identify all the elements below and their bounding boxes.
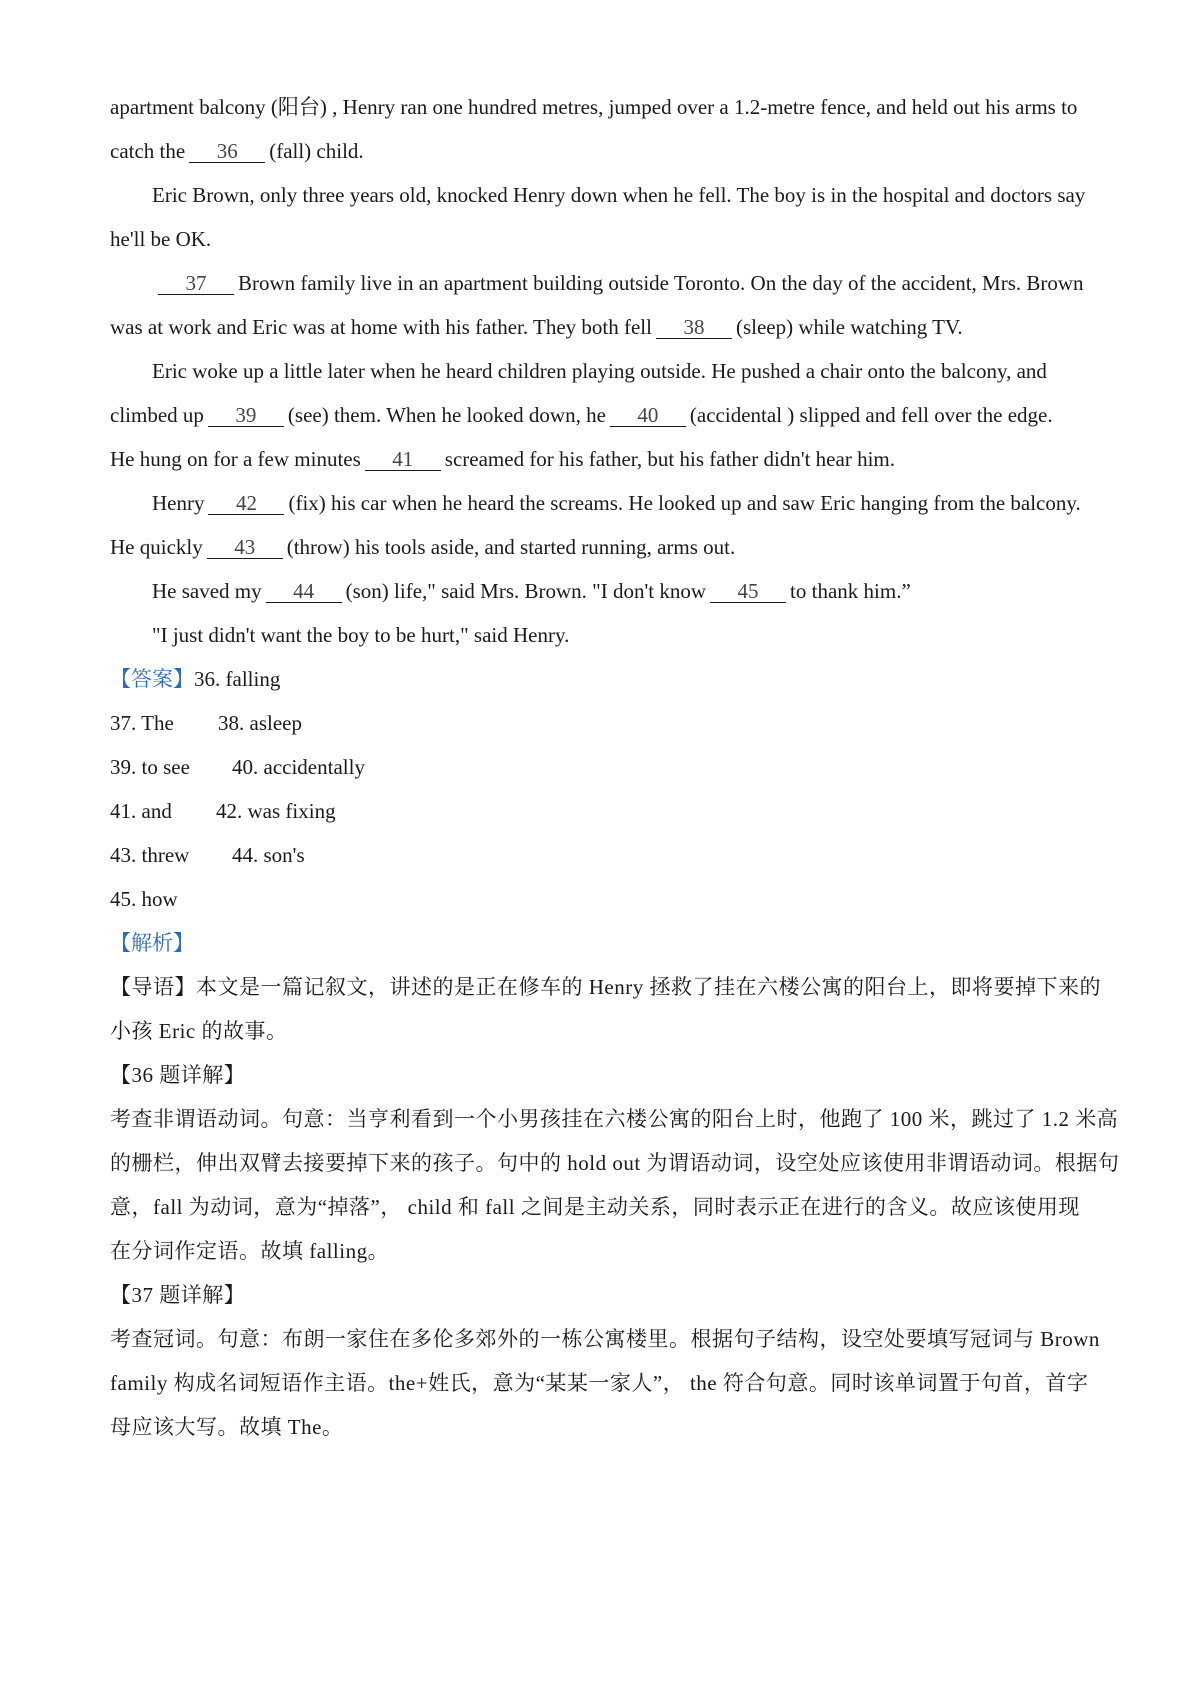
- heading-37: 【37 题详解】: [110, 1283, 246, 1307]
- answer-36: 36. falling: [194, 667, 281, 691]
- passage-text: catch the: [110, 139, 186, 163]
- heading-36: 【36 题详解】: [110, 1063, 246, 1087]
- passage-text: was at work and Eric was at home with his father. They both fell: [110, 315, 652, 339]
- detail-37-line: family 构成名词短语作主语。the+姓氏，意为“某某一家人”， the 符合句意。同时该单词置于句首，首字: [110, 1371, 1089, 1395]
- passage-line: [110, 92, 1077, 122]
- passage-line: [152, 576, 911, 606]
- passage-line: [152, 488, 1081, 518]
- detail-36-line: 意，fall 为动词，意为“掉落”， child 和 fall 之间是主动关系，同时表示正在进行的含义。故应该使用现: [110, 1195, 1080, 1219]
- passage-line: [110, 224, 211, 254]
- answer-44: 44. son's: [232, 843, 305, 867]
- detail-36-line: 考查非谓语动词。句意：当亨利看到一个小男孩挂在六楼公寓的阳台上时，他跑了 100 米，跳过了 1.2 米高: [110, 1107, 1119, 1131]
- passage-text: He saved my: [152, 579, 262, 603]
- answer-label: 【答案】: [110, 667, 194, 691]
- passage-line: [152, 620, 569, 650]
- blank-37[interactable]: 37: [158, 272, 234, 295]
- blank-45[interactable]: 45: [710, 580, 786, 603]
- passage-line: [152, 356, 1047, 386]
- answer-45: 45. how: [110, 887, 178, 911]
- blank-43[interactable]: 43: [207, 536, 283, 559]
- passage-text: Eric Brown, only three years old, knocked Henry down when he fell. The boy is in the hospital and doctors say: [152, 183, 1086, 207]
- blank-36[interactable]: 36: [189, 140, 265, 163]
- passage-text: (accidental ) slipped and fell over the edge.: [689, 403, 1053, 427]
- passage-line: [110, 532, 735, 562]
- detail-36-line: 在分词作定语。故填 falling。: [110, 1239, 390, 1263]
- passage-text: climbed up: [110, 403, 204, 427]
- passage-line: [110, 136, 364, 166]
- passage-line: [110, 400, 1053, 430]
- answer-39: 39. to see: [110, 755, 190, 779]
- passage-text: Brown family live in an apartment building outside Toronto. On the day of the accident, Mrs. Brown: [238, 271, 1084, 295]
- passage-line: [158, 268, 1084, 298]
- intro-line: 小孩 Eric 的故事。: [110, 1019, 288, 1043]
- passage-line: [110, 312, 963, 342]
- passage-text: he'll be OK.: [110, 227, 212, 251]
- answer-38: 38. asleep: [218, 711, 302, 735]
- passage-text: Eric woke up a little later when he heard children playing outside. He pushed a chair onto the balcony, and: [152, 359, 1047, 383]
- passage-text: to thank him.”: [790, 579, 911, 603]
- passage-text: Henry: [152, 491, 205, 515]
- passage-text: He quickly: [110, 535, 203, 559]
- blank-44[interactable]: 44: [266, 580, 342, 603]
- answer-41: 41. and: [110, 799, 172, 823]
- passage-text: (fall) child.: [269, 139, 364, 163]
- blank-42[interactable]: 42: [208, 492, 284, 515]
- intro-line: 【导语】本文是一篇记叙文，讲述的是正在修车的 Henry 拯救了挂在六楼公寓的阳台上，即将要掉下来的: [110, 975, 1101, 999]
- detail-37-line: 考查冠词。句意：布朗一家住在多伦多郊外的一栋公寓楼里。根据句子结构，设空处要填写冠词与 Brown: [110, 1327, 1100, 1351]
- passage-text: (sleep) while watching TV.: [735, 315, 963, 339]
- blank-41[interactable]: 41: [365, 448, 441, 471]
- analysis-label: 【解析】: [110, 931, 194, 955]
- passage-text: (son) life," said Mrs. Brown. "I don't know: [345, 579, 707, 603]
- passage-text: (fix) his car when he heard the screams. He looked up and saw Eric hanging from the balcony.: [288, 491, 1081, 515]
- answer-line: [110, 664, 280, 694]
- detail-37-line: 母应该大写。故填 The。: [110, 1415, 344, 1439]
- passage-text: screamed for his father, but his father didn't hear him.: [444, 447, 895, 471]
- detail-36-line: 的栅栏，伸出双臂去接要掉下来的孩子。句中的 hold out 为谓语动词，设空处应该使用非谓语动词。根据句: [110, 1151, 1120, 1175]
- passage-text: He hung on for a few minutes: [110, 447, 361, 471]
- passage-text: (throw) his tools aside, and started running, arms out.: [286, 535, 736, 559]
- passage-line: [110, 444, 895, 474]
- passage-text: apartment balcony (阳台) , Henry ran one hundred metres, jumped over a 1.2-metre fence, and held out his arms to: [110, 95, 1078, 119]
- answer-40: 40. accidentally: [232, 755, 365, 779]
- answer-42: 42. was fixing: [216, 799, 336, 823]
- passage-text: (see) them. When he looked down, he: [287, 403, 606, 427]
- answer-37: 37. The: [110, 711, 174, 735]
- answer-43: 43. threw: [110, 843, 190, 867]
- passage-text: "I just didn't want the boy to be hurt," said Henry.: [152, 623, 570, 647]
- blank-40[interactable]: 40: [610, 404, 686, 427]
- blank-39[interactable]: 39: [208, 404, 284, 427]
- passage-line: [152, 180, 1085, 210]
- blank-38[interactable]: 38: [656, 316, 732, 339]
